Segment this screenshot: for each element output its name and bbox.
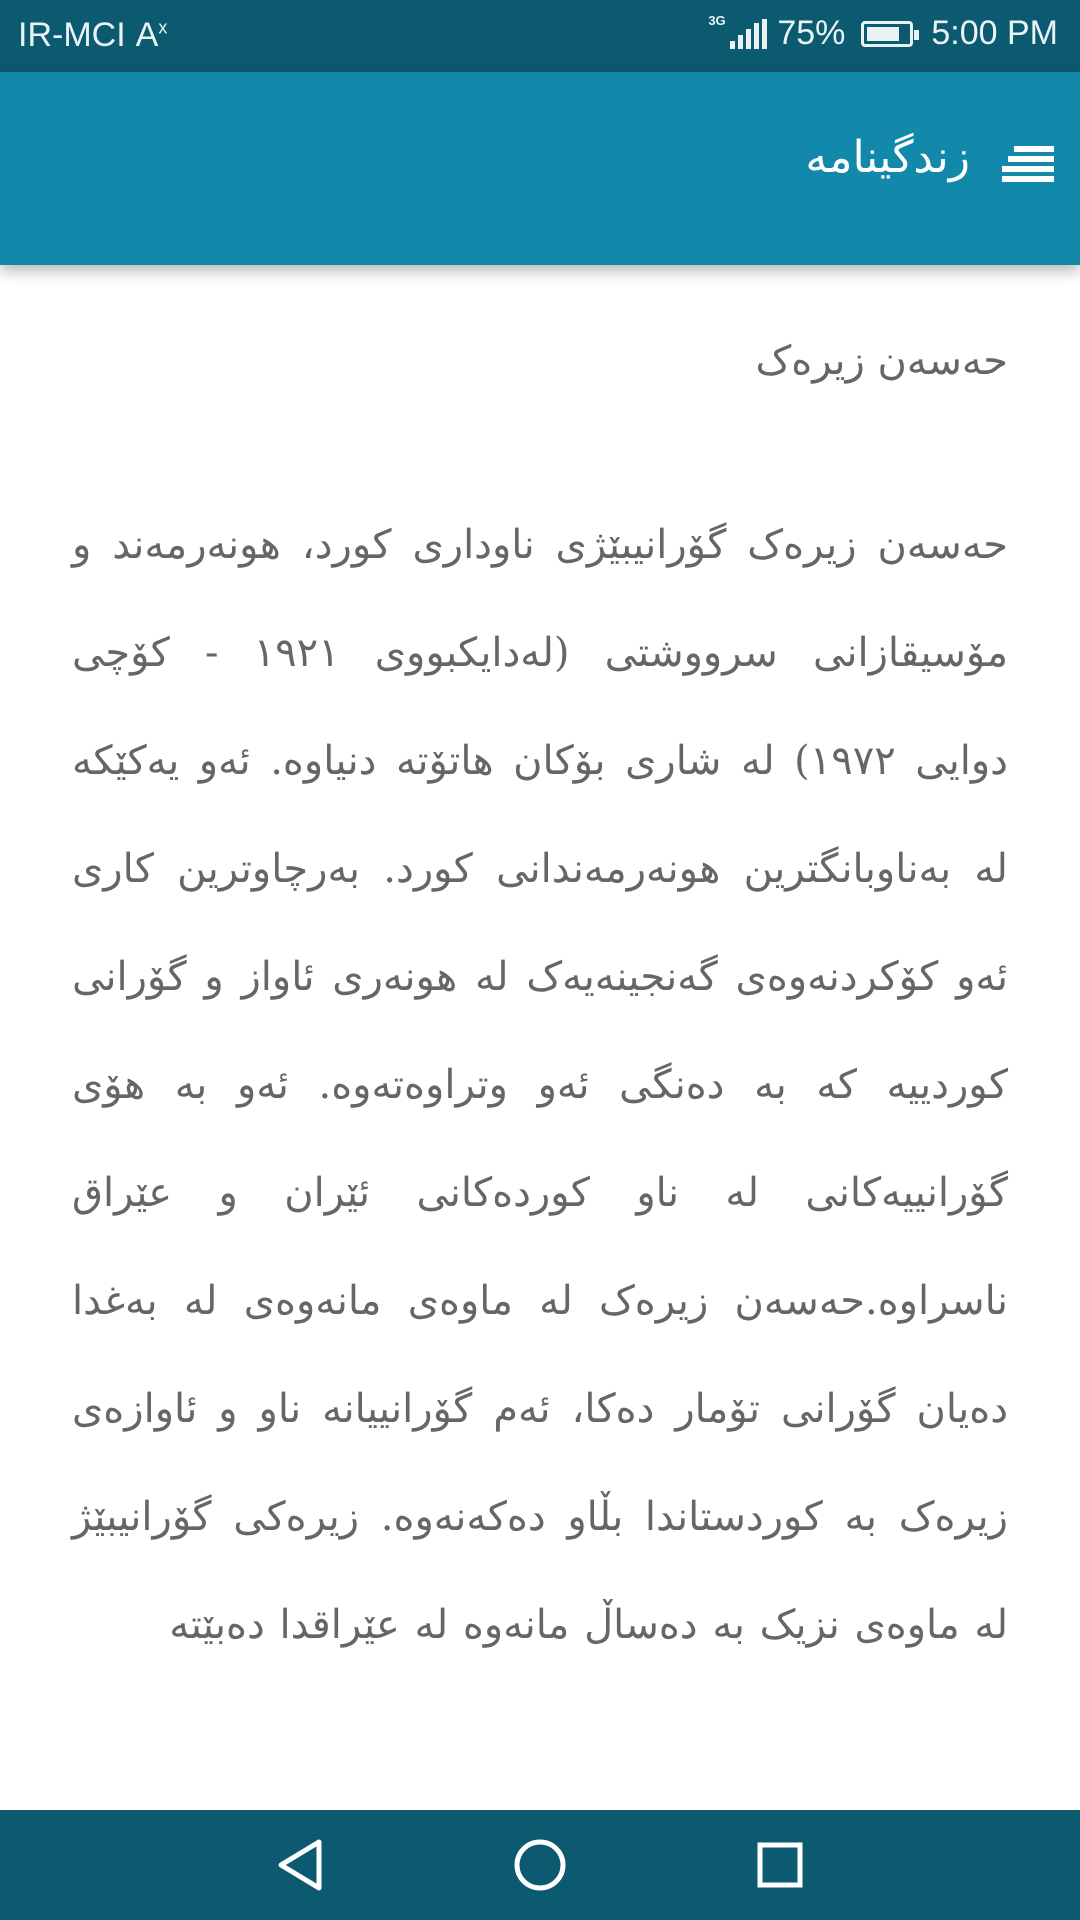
app-bar: [0, 72, 1080, 265]
recent-apps-button[interactable]: [750, 1835, 810, 1895]
clock: 5:00 PM: [931, 14, 1058, 52]
article-body: حەسەن زیرەک گۆرانیبێژی ناوداری کورد، هونەرمەند و مۆسیقازانی سرووشتی (لەدایکبووی ١٩٢١ - کۆچی دوایی ١٩٧٢) لە شاری بۆکان هاتۆتە دنیاوە. ئەو یەکێکە لە بەناوبانگترین هونەرمەندانی کورد. بەرچاوترین کاری ئەو کۆکردنەوەی گەنجینەیەک لە هونەری ئاواز و گۆرانی کوردییە کە بە دەنگی ئەو وتراوەتەوە. ئەو بە هۆی گۆرانییەکانی لە ناو کوردەکانی ئێران و عێراق ناسراوە.حەسەن زیرەک لە ماوەی مانەوەی لە بەغدا دەیان گۆرانی تۆمار دەکا، ئەم گۆرانییانە ناو و ئاوازەی زیرەک بە کوردستاندا بڵاو دەکەنەوە. زیرەکی گۆرانیبێژ لە ماوەی نزیک بە دەساڵ مانەوە لە عێراقدا دەبێتە: [72, 522, 1008, 1648]
circle-home-icon: [513, 1838, 567, 1892]
triangle-back-icon: [275, 1838, 325, 1892]
status-left: [18, 16, 167, 55]
status-bar: [0, 0, 1080, 72]
article-content[interactable]: [0, 265, 1080, 1810]
battery-percent: 75%: [777, 14, 846, 52]
back-button[interactable]: [270, 1835, 330, 1895]
hamburger-menu-icon[interactable]: [1000, 146, 1054, 186]
status-right: [708, 12, 1058, 53]
signal-icon: [708, 12, 767, 49]
network-type: 3G: [708, 12, 726, 28]
font-size-icon: $A^x$: [135, 16, 168, 54]
battery-icon: [861, 21, 913, 47]
app-title: زندگینامه: [805, 132, 970, 183]
carrier-name: IR-MCI: [18, 16, 126, 54]
article-title: حەسەن زیرەک: [755, 338, 1008, 384]
square-recent-apps-icon: [755, 1840, 805, 1890]
navigation-bar: [0, 1810, 1080, 1920]
home-button[interactable]: [510, 1835, 570, 1895]
